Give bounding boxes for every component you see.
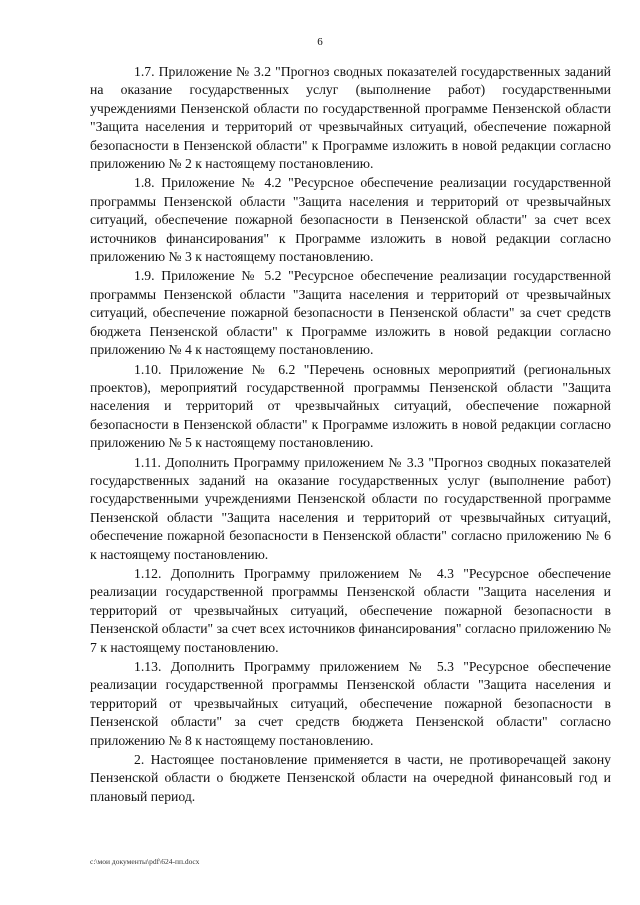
file-path-footer: c:\мои документы\pdf\624-пп.docx [90, 857, 200, 866]
paragraph-1-13: 1.13. Дополнить Программу приложением № 5.3 "Ресурсное обеспечение реализации государственной программы Пензенской области "Защита населения и территорий от чрезвычайных ситуаций, обеспечение пожарной безопасности в Пензенской области" за счет средств бюджета Пензенской области" согласно приложению № 8 к настоящему постановлению. [90, 659, 611, 748]
page-number: 6 [317, 36, 323, 48]
paragraph-1-7: 1.7. Приложение № 3.2 "Прогноз сводных показателей государственных заданий на оказание государственных услуг (выполнение работ) государственными учреждениями Пензенской области по государственной программе Пензенской области "Защита населения и территорий от чрезвычайных ситуаций, обеспечение пожарной безопасности в Пензенской области" к Программе изложить в новой редакции согласно приложению № 2 к настоящему постановлению. [90, 64, 611, 172]
document-body [90, 63, 611, 806]
paragraph-1-9: 1.9. Приложение № 5.2 "Ресурсное обеспечение реализации государственной программы Пензенской области "Защита населения и территорий от чрезвычайных ситуаций, обеспечение пожарной безопасности в Пензенской области" за счет средств бюджета Пензенской области" к Программе изложить в новой редакции согласно приложению № 4 к настоящему постановлению. [90, 268, 611, 358]
paragraph-1-10: 1.10. Приложение № 6.2 "Перечень основных мероприятий (региональных проектов), мероприятий государственной программы Пензенской области "Защита населения и территорий от чрезвычайных ситуаций, обеспечение пожарной безопасности в Пензенской области" к Программе изложить в новой редакции согласно приложению № 5 к настоящему постановлению. [90, 361, 611, 451]
paragraph-2: 2. Настоящее постановление применяется в части, не противоречащей закону Пензенской области о бюджете Пензенской области на очередной финансовый год и плановый период. [90, 752, 611, 804]
paragraph-1-11: 1.11. Дополнить Программу приложением № 3.3 "Прогноз сводных показателей государственных заданий на оказание государственных услуг (выполнение работ) государственными учреждениями Пензенской области по государственной программе Пензенской области "Защита населения и территорий от чрезвычайных ситуаций, обеспечение пожарной безопасности в Пензенской области" согласно приложению № 6 к настоящему постановлению. [90, 454, 611, 562]
paragraph-1-8: 1.8. Приложение № 4.2 "Ресурсное обеспечение реализации государственной программы Пензенской области "Защита населения и территорий от чрезвычайных ситуаций, обеспечение пожарной безопасности в Пензенской области" за счет всех источников финансирования" к Программе изложить в новой редакции согласно приложению № 3 к настоящему постановлению. [90, 175, 611, 265]
paragraph-1-12: 1.12. Дополнить Программу приложением № 4.3 "Ресурсное обеспечение реализации государственной программы Пензенской области "Защита населения и территорий от чрезвычайных ситуаций, обеспечение пожарной безопасности в Пензенской области" за счет всех источников финансирования" согласно приложению № 7 к настоящему постановлению. [90, 565, 611, 655]
